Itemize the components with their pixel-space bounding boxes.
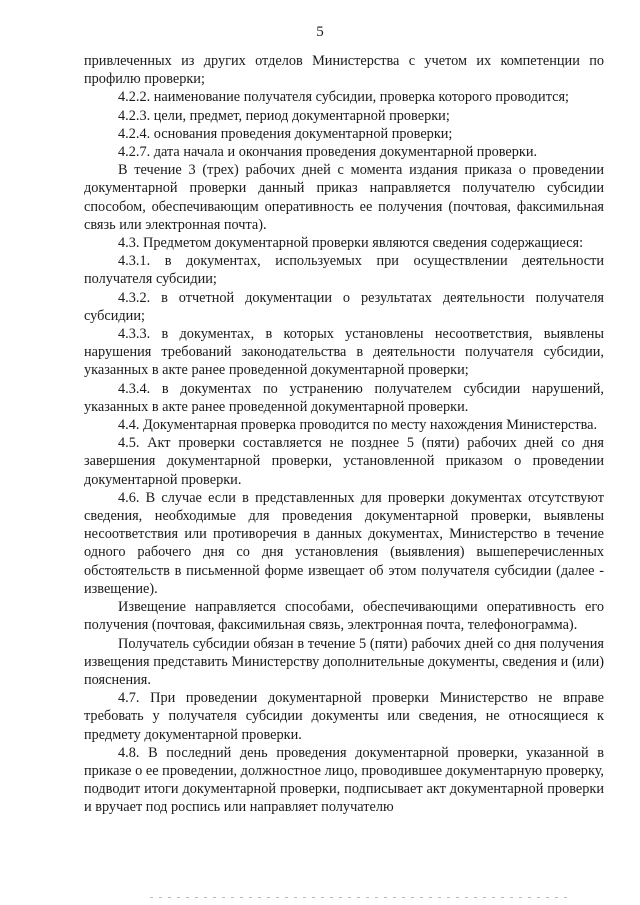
paragraph-4-8: 4.8. В последний день проведения документарной проверки, указанной в приказе о ее проведении, должностное лицо, проводившее документарную проверку, подводит итоги документарной проверки, подписывает акт документарной проверки и вручает под роспись или направляет получателю bbox=[84, 744, 604, 816]
paragraph-4-3-1: 4.3.1. в документах, используемых при осуществлении деятельности получателя субсидии; bbox=[84, 253, 604, 288]
paragraph-4-3-3: 4.3.3. в документах, в которых установлены несоответствия, выявлены нарушения требований законодательства в деятельности получателя субсидии, указанных в акте ранее проведенной документарной проверки; bbox=[84, 326, 604, 379]
paragraph-4-2-7: 4.2.7. дата начала и окончания проведения документарной проверки. bbox=[118, 144, 538, 161]
paragraph-4-3: 4.3. Предметом документарной проверки являются сведения содержащиеся: bbox=[118, 235, 584, 252]
paragraph-recipient-obligation: Получатель субсидии обязан в течение 5 (пяти) рабочих дней со дня получения извещения представить Министерству дополнительные документы, сведения и (или) пояснения. bbox=[84, 635, 604, 688]
paragraph-4-4: 4.4. Документарная проверка проводится по месту нахождения Министерства. bbox=[118, 417, 598, 434]
page-number: 5 bbox=[316, 24, 324, 40]
paragraph-4-2-2: 4.2.2. наименование получателя субсидии, проверка которого проводится; bbox=[118, 89, 570, 106]
paragraph-notice-methods: Извещение направляется способами, обеспечивающими оперативность его получения (почтовая, факсимильная связь, электронная почта, телефонограмма). bbox=[84, 599, 604, 634]
paragraph-4-3-2: 4.3.2. в отчетной документации о результатах деятельности получателя субсидии; bbox=[84, 289, 604, 324]
paragraph-4-6: 4.6. В случае если в представленных для проверки документах отсутствуют сведения, необходимые для проведения документарной проверки, выявлены несоответствия или противоречия в данных документах, Министерство в течение одного рабочего дня со дня установления (выявления) вышеперечисленных обстоятельств в письменной форме извещает об этом получателя субсидии (далее - извещение). bbox=[84, 489, 604, 597]
paragraph-4-2-3: 4.2.3. цели, предмет, период документарной проверки; bbox=[118, 107, 450, 124]
paragraph-order-delivery: В течение 3 (трех) рабочих дней с момента издания приказа о проведении документарной проверки данный приказ направляется получателю субсидии способом, обеспечивающим оперативность ее получения (почтовая, факсимильная связь или электронная почта). bbox=[84, 162, 604, 233]
paragraph-continuation: привлеченных из других отделов Министерства с учетом их компетенции по профилю проверки; bbox=[84, 53, 604, 88]
scan-artifact-line bbox=[150, 897, 570, 898]
document-body bbox=[84, 52, 604, 817]
paragraph-4-7: 4.7. При проведении документарной проверки Министерство не вправе требовать у получателя субсидии документы или сведения, не относящиеся к предмету документарной проверки. bbox=[84, 690, 604, 743]
paragraph-4-3-4: 4.3.4. в документах по устранению получателем субсидии нарушений, указанных в акте ранее проведенной документарной проверки. bbox=[84, 380, 604, 415]
paragraph-4-2-4: 4.2.4. основания проведения документарной проверки; bbox=[118, 125, 453, 142]
paragraph-4-5: 4.5. Акт проверки составляется не позднее 5 (пяти) рабочих дней со дня завершения документарной проверки, установленной приказом о проведении документарной проверки. bbox=[84, 435, 604, 488]
